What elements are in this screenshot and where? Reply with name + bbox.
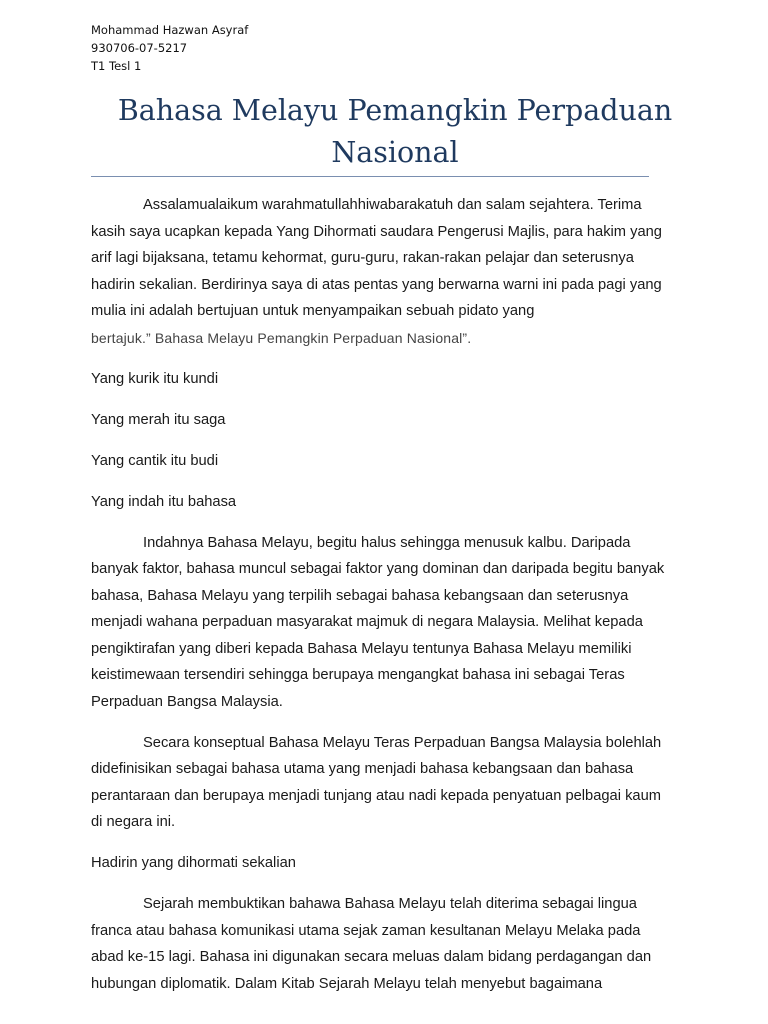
author-header — [91, 21, 248, 75]
paragraph-opening: Assalamualaikum warahmatullahhiwabarakatuh dan salam sejahtera. Terima kasih saya ucapkan kepada Yang Dihormati saudara Pengerusi Majlis, para hakim yang arif lagi bijaksana, tetamu kehormat, guru-guru, rakan-rakan pelajar dan seterusnya hadirin sekalian. Berdirinya saya di atas pentas yang berwarna warni ini pada pagi yang mulia ini adalah bertujuan untuk menyampaikan sebuah pidato yang — [91, 197, 662, 319]
author-name: Mohammad Hazwan Asyraf — [91, 23, 249, 37]
paragraph-konseptual: Secara konseptual Bahasa Melayu Teras Perpaduan Bangsa Malaysia bolehlah didefinisikan sebagai bahasa utama yang menjadi bahasa kebangsaan dan bahasa perantaraan dan berupaya menjadi tunjang atau nadi kepada penyatuan pelbagai kaum di negara ini. — [91, 734, 662, 830]
author-id-number: 930706-07-5217 — [91, 41, 188, 55]
paragraph-sejarah: Sejarah membuktikan bahawa Bahasa Melayu telah diterima sebagai lingua franca atau bahasa komunikasi utama sejak zaman kesultanan Melayu Melaka pada abad ke-15 lagi. Bahasa ini digunakan secara meluas dalam bidang perdagangan dan hubungan diplomatik. Dalam Kitab Sejarah Melayu telah menyebut bagaimana — [91, 896, 652, 992]
paragraph-indahnya: Indahnya Bahasa Melayu, begitu halus sehingga menusuk kalbu. Daripada banyak faktor, bahasa muncul sebagai faktor yang dominan dan daripada begitu banyak bahasa, Bahasa Melayu yang terpilih sebagai bahasa kebangsaan dan seterusnya menjadi wahana perpaduan masyarakat majmuk di negara Malaysia. Melihat kepada pengiktirafan yang diberi kepada Bahasa Melayu tentunya Bahasa Melayu memiliki keistimewaan tersendiri sehingga berupaya mengangkat bahasa ini sebagai Teras Perpaduan Bangsa Malaysia. — [91, 534, 665, 710]
author-class: T1 Tesl 1 — [91, 59, 142, 73]
pantun-line-2: Yang merah itu saga — [91, 411, 226, 428]
pantun-line-3: Yang cantik itu budi — [91, 452, 219, 469]
title-divider — [91, 176, 649, 177]
greeting-line: Hadirin yang dihormati sekalian — [91, 855, 296, 871]
pantun-line-4: Yang indah itu bahasa — [91, 493, 237, 510]
paragraph-opening-tail: bertajuk.” Bahasa Melayu Pemangkin Perpaduan Nasional”. — [91, 329, 472, 346]
speech-body — [91, 192, 671, 997]
document-title: Bahasa Melayu Pemangkin Perpaduan Nasional — [117, 94, 673, 169]
pantun-line-1: Yang kurik itu kundi — [91, 370, 219, 387]
